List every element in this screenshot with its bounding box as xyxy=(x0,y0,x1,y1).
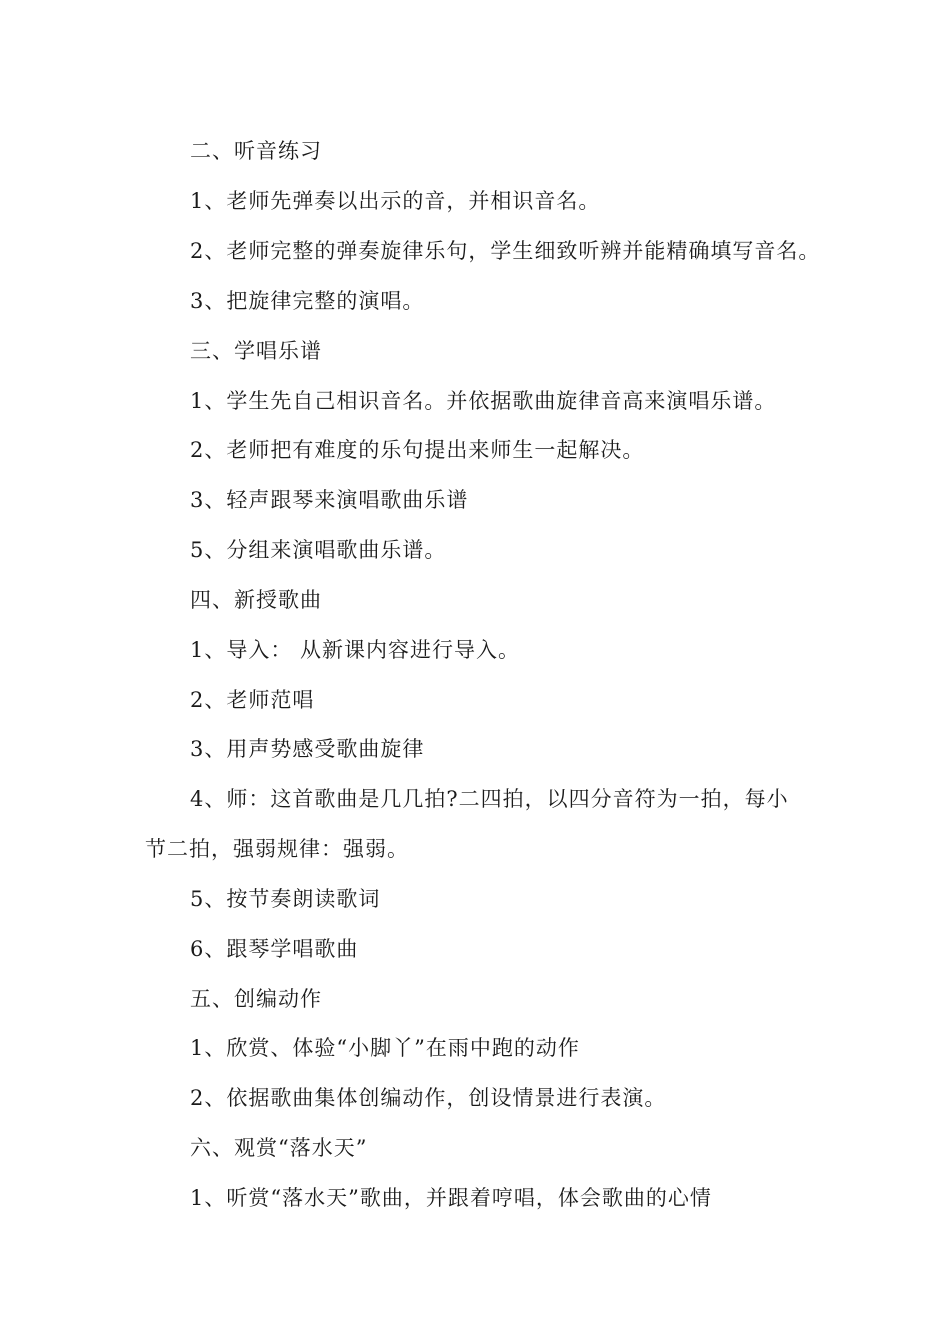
paragraph: 2、老师范唱 xyxy=(190,688,315,712)
paragraph: 2、老师完整的弹奏旋律乐句，学生细致听辨并能精确填写音名。 xyxy=(190,239,821,263)
paragraph: 6、跟琴学唱歌曲 xyxy=(190,937,359,961)
section-heading-movement: 五、创编动作 xyxy=(190,987,322,1011)
paragraph: 1、老师先弹奏以出示的音，并相识音名。 xyxy=(190,189,601,213)
paragraph: 2、依据歌曲集体创编动作，创设情景进行表演。 xyxy=(190,1086,667,1110)
paragraph: 1、学生先自己相识音名。并依据歌曲旋律音高来演唱乐谱。 xyxy=(190,389,777,413)
paragraph: 3、轻声跟琴来演唱歌曲乐谱 xyxy=(190,488,469,512)
section-heading-new-song: 四、新授歌曲 xyxy=(190,588,322,612)
paragraph: 1、欣赏、体验“小脚丫”在雨中跑的动作 xyxy=(190,1036,580,1060)
section-heading-listening: 二、听音练习 xyxy=(190,139,322,163)
paragraph: 2、老师把有难度的乐句提出来师生一起解决。 xyxy=(190,438,645,462)
paragraph: 3、用声势感受歌曲旋律 xyxy=(190,737,425,761)
paragraph: 5、分组来演唱歌曲乐谱。 xyxy=(190,538,447,562)
section-heading-score: 三、学唱乐谱 xyxy=(190,339,322,363)
paragraph: 3、把旋律完整的演唱。 xyxy=(190,289,425,313)
paragraph: 1、听赏“落水天”歌曲，并跟着哼唱，体会歌曲的心情 xyxy=(190,1186,712,1210)
paragraph: 5、按节奏朗读歌词 xyxy=(190,887,381,911)
paragraph: 4、师：这首歌曲是几几拍?二四拍，以四分音符为一拍，每小 xyxy=(190,787,789,811)
paragraph: 1、导入： 从新课内容进行导入。 xyxy=(190,638,521,662)
section-heading-appreciation: 六、观赏“落水天” xyxy=(190,1136,368,1160)
paragraph-continuation: 节二拍，强弱规律：强弱。 xyxy=(145,837,409,861)
